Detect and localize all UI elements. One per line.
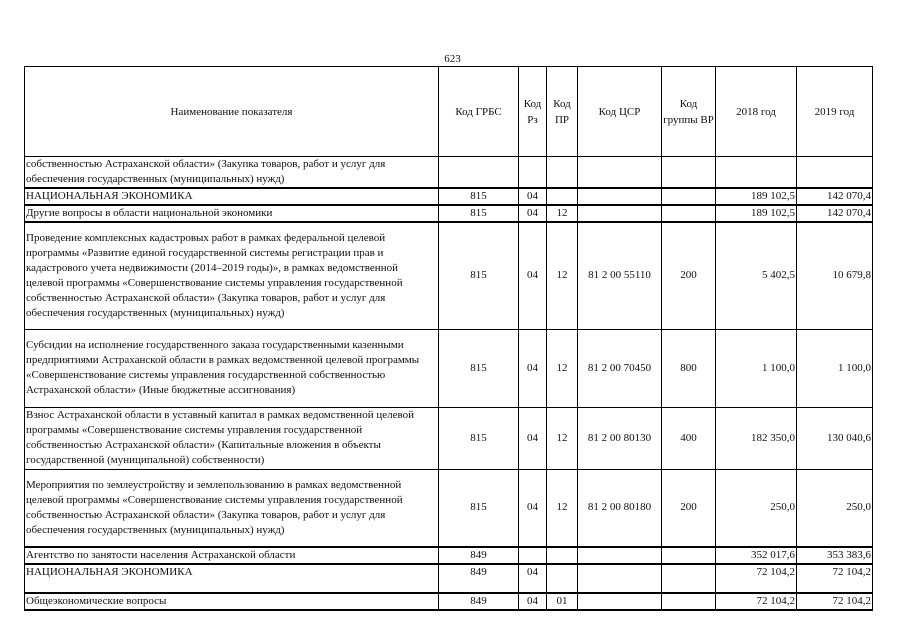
table-row: [25, 205, 873, 222]
row-name: Общеэкономические вопросы: [25, 593, 439, 610]
table-row: [25, 593, 873, 610]
row-vr: [662, 564, 716, 593]
header-2018: 2018 год: [716, 67, 797, 157]
table-row: [25, 157, 873, 189]
row-name: НАЦИОНАЛЬНАЯ ЭКОНОМИКА: [25, 564, 439, 593]
table-row: [25, 469, 873, 547]
row-pr: 12: [547, 329, 578, 407]
row-vr: [662, 593, 716, 610]
table-row: [25, 329, 873, 407]
row-rz: 04: [519, 564, 547, 593]
header-rz: Код Рз: [519, 67, 547, 157]
budget-table: [24, 66, 873, 611]
row-grbs: [439, 157, 519, 189]
row-2018: [716, 157, 797, 189]
table-row: [25, 564, 873, 593]
row-csr: 81 2 00 70450: [578, 329, 662, 407]
row-2018: 72 104,2: [716, 564, 797, 593]
row-2018: 72 104,2: [716, 593, 797, 610]
row-csr: 81 2 00 55110: [578, 222, 662, 329]
row-vr: 200: [662, 222, 716, 329]
row-pr: [547, 547, 578, 564]
row-vr: [662, 205, 716, 222]
row-grbs: 815: [439, 469, 519, 547]
row-csr: [578, 564, 662, 593]
row-pr: 01: [547, 593, 578, 610]
row-vr: [662, 157, 716, 189]
page-number: 623: [444, 53, 461, 65]
header-name: Наименование показателя: [25, 67, 439, 157]
row-2019: 250,0: [797, 469, 873, 547]
row-name: Взнос Астраханской области в уставный капитал в рамках ведомственной целевой программы «Совершенствование системы управления государственной собственностью Астраханской области» (Капитальные вложения в объекты государственной (муниципальной) собственности): [25, 407, 439, 469]
row-2019: 353 383,6: [797, 547, 873, 564]
row-2018: 189 102,5: [716, 188, 797, 205]
row-2019: 142 070,4: [797, 205, 873, 222]
row-rz: 04: [519, 407, 547, 469]
row-grbs: 815: [439, 407, 519, 469]
row-name: собственностью Астраханской области» (Закупка товаров, работ и услуг для обеспечения государственных (муниципальных) нужд): [25, 157, 439, 189]
table-row: [25, 222, 873, 329]
row-name: Агентство по занятости населения Астраханской области: [25, 547, 439, 564]
row-vr: 800: [662, 329, 716, 407]
row-2019: 10 679,8: [797, 222, 873, 329]
row-2019: 72 104,2: [797, 593, 873, 610]
row-csr: 81 2 00 80130: [578, 407, 662, 469]
row-2019: 72 104,2: [797, 564, 873, 593]
row-rz: 04: [519, 593, 547, 610]
header-2019: 2019 год: [797, 67, 873, 157]
row-2018: 352 017,6: [716, 547, 797, 564]
row-pr: 12: [547, 407, 578, 469]
row-csr: [578, 205, 662, 222]
row-rz: 04: [519, 188, 547, 205]
row-grbs: 815: [439, 222, 519, 329]
row-vr: 200: [662, 469, 716, 547]
row-2019: [797, 157, 873, 189]
row-pr: 12: [547, 469, 578, 547]
row-csr: [578, 547, 662, 564]
row-2019: 142 070,4: [797, 188, 873, 205]
row-rz: [519, 157, 547, 189]
row-vr: [662, 547, 716, 564]
row-pr: 12: [547, 205, 578, 222]
row-name: Мероприятия по землеустройству и землепользованию в рамках ведомственной целевой программы «Совершенствование системы управления государственной собственностью Астраханской области» (Закупка товаров, работ и услуг для обеспечения государственных (муниципальных) нужд): [25, 469, 439, 547]
row-rz: 04: [519, 469, 547, 547]
table-row: [25, 407, 873, 469]
row-pr: [547, 157, 578, 189]
row-rz: 04: [519, 329, 547, 407]
row-name: Другие вопросы в области национальной экономики: [25, 205, 439, 222]
row-2018: 1 100,0: [716, 329, 797, 407]
row-2018: 5 402,5: [716, 222, 797, 329]
row-2018: 250,0: [716, 469, 797, 547]
row-2019: 1 100,0: [797, 329, 873, 407]
header-pr: Код ПР: [547, 67, 578, 157]
row-rz: 04: [519, 222, 547, 329]
header-vr: Код группы ВР: [662, 67, 716, 157]
row-2018: 182 350,0: [716, 407, 797, 469]
row-rz: [519, 547, 547, 564]
row-rz: 04: [519, 205, 547, 222]
row-vr: [662, 188, 716, 205]
row-csr: [578, 593, 662, 610]
table-row: [25, 547, 873, 564]
row-grbs: 815: [439, 205, 519, 222]
row-csr: [578, 188, 662, 205]
row-2018: 189 102,5: [716, 205, 797, 222]
row-pr: [547, 564, 578, 593]
row-pr: [547, 188, 578, 205]
row-grbs: 849: [439, 593, 519, 610]
row-csr: [578, 157, 662, 189]
row-grbs: 849: [439, 564, 519, 593]
row-name: Субсидии на исполнение государственного заказа государственными казенными предприятиями Астраханской области в рамках ведомственной целевой программы «Совершенствование системы управления государственной собственностью Астраханской области» (Иные бюджетные ассигнования): [25, 329, 439, 407]
row-csr: 81 2 00 80180: [578, 469, 662, 547]
row-grbs: 815: [439, 188, 519, 205]
row-name: НАЦИОНАЛЬНАЯ ЭКОНОМИКА: [25, 188, 439, 205]
table-row: [25, 188, 873, 205]
row-name: Проведение комплексных кадастровых работ в рамках федеральной целевой программы «Развитие единой государственной системы регистрации прав и кадастрового учета недвижимости (2014–2019 годы)», в рамках ведомственной целевой программы «Совершенствование системы управления государственной собственностью Астраханской области» (Закупка товаров, работ и услуг для обеспечения государственных (муниципальных) нужд): [25, 222, 439, 329]
row-2019: 130 040,6: [797, 407, 873, 469]
header-grbs: Код ГРБС: [439, 67, 519, 157]
header-row: [25, 67, 873, 157]
header-csr: Код ЦСР: [578, 67, 662, 157]
row-pr: 12: [547, 222, 578, 329]
row-grbs: 849: [439, 547, 519, 564]
row-grbs: 815: [439, 329, 519, 407]
row-vr: 400: [662, 407, 716, 469]
